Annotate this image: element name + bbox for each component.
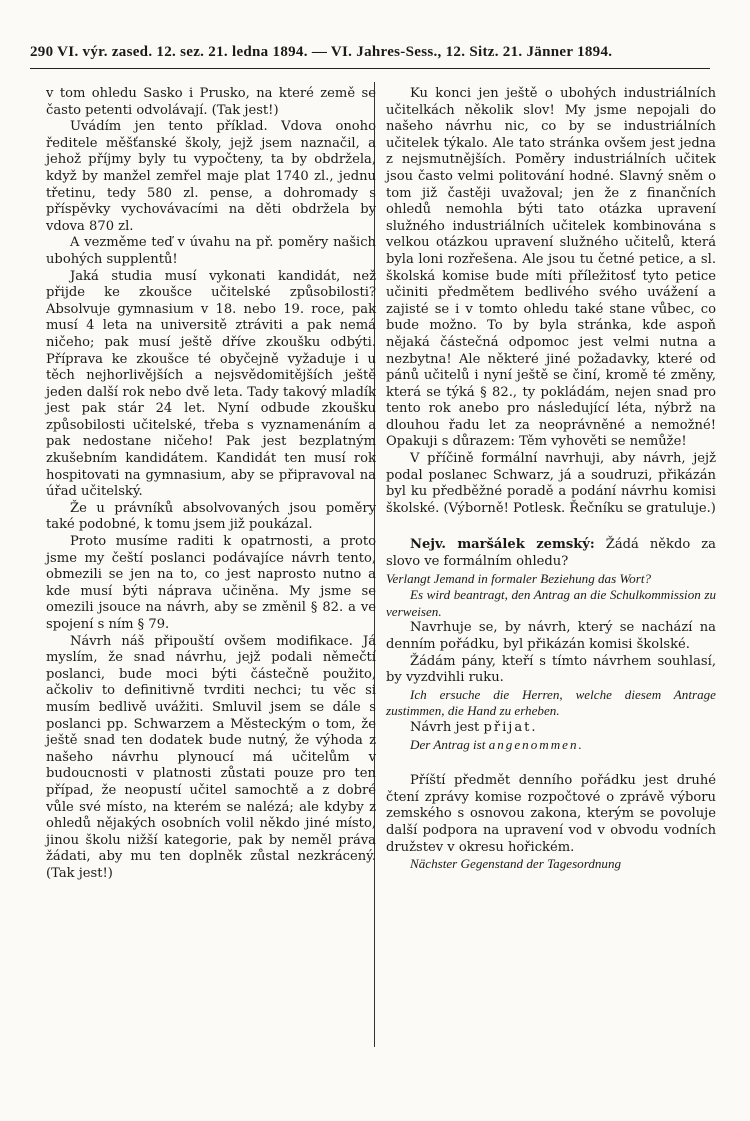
paragraph: Příští předmět denního pořádku jest druhé čtení zprávy komise rozpočtové o zprávě výboru zemského s osnovou zakona, kterým se povoluje další podpora na upravení vod v obvodu vodních družstev v okresu hořickém.	[386, 773, 716, 855]
paragraph: A vezměme teď v úvahu na př. poměry našich ubohých supplentů!	[46, 235, 376, 267]
paragraph: Proto musíme raditi k opatrnosti, a proto jsme my čeští poslanci podávajíce návrh tento, obmezili se jen na to, co jest naprosto nutno a kde musí býti náprava učiněna. My jsme se omezili jsouce na návrh, aby se změnil § 82. a ve spojení s ním § 79.	[46, 534, 376, 632]
german-paragraph: Es wird beantragt, den Antrag an die Schulkommission zu verweisen.	[386, 587, 716, 619]
paragraph: V příčině formální navrhuji, aby návrh, jejž podal poslanec Schwarz, já a soudruzi, přikázán byl ku předběžné poradě a podání návrhu komisi školské. (Výborně! Potlesk. Řečníku se gratuluje.)	[386, 451, 716, 516]
german-paragraph: Nächster Gegenstand der Tagesordnung	[410, 856, 622, 872]
resolution-word: přijat.	[483, 719, 538, 735]
paragraph: Jaká studia musí vykonati kandidát, než přijde ke zkoušce učitelské způsobilosti? Absolvuje gymnasium v 18. nebo 19. roce, pak musí 4 leta na universitě ztráviti a pak nemá ničeho; pak musí ještě dříve zkoušku odbýti. Příprava ke zkoušce té obyčejně vyžaduje i u těch nejhorlivějších a nejsvědomitějších ještě jeden další rok nebo dvě leta. Tady takový mladík jest pak stár 24 let. Nyní odbude zkoušku způsobilosti učitelské, třeba s vyznamenáním a pak nedostane ničeho! Pak jest bezplatným zkušebním kandidátem. Kandidát ten musí rok hospitovati na gymnasium, aby se připravoval na úřad učitelský.	[46, 268, 376, 500]
german-paragraph: Ich ersuche die Herren, welche diesem Antrage zustimmen, die Hand zu erheben.	[386, 686, 716, 719]
resolution-cz	[386, 720, 716, 737]
paragraph: Navrhuje se, by návrh, který se nachází na denním pořádku, byl přikázán komisi školské.	[386, 620, 716, 652]
resolution-lead: Návrh jest	[410, 719, 484, 735]
speaker-name: Nejv. maršálek zemský:	[410, 537, 595, 553]
speaker-text: Žádá někdo za slovo ve formálním ohledu?	[386, 537, 716, 570]
speaker-paragraph	[386, 537, 716, 570]
resolution-lead: Der Antrag ist	[410, 736, 489, 752]
paragraph: Že u právníků absolvovaných jsou poměry také podobné, k tomu jsem již poukázal.	[46, 500, 376, 533]
header-rule	[30, 68, 710, 69]
paragraph: Ku konci jen ještě o ubohých industriálních učitelkách několik slov! My jsme nepojali do našeho návrhu nic, co by se industriálních učitelek týkalo. Ale tato stránka ovšem jest jedna z nejsmutnějších. Poměry industriálních učitek jsou často velmi politování hodné. Slavný sněm o tom již častěji uvažoval; jen že z finančních ohledů nemohla býti tato otázka upravení služného industriálních učitelek kombinována s velkou otázkou upravení služného učitelů, která byla loni rozřešena. Ale jsou tu četné petice, a sl. školská komise bude míti příležitosť tyto petice učiniti předmětem bedlivého svého uvážení a zajisté se i v tomto ohledu také stane vůbec, co bude možno. To by byla stránka, kde aspoň nějaká částečná odpomoc jest velmi nutna a nezbytna! Ale některé jiné požadavky, které od pánů učitelů i nyní ještě se činí, kromě té změny, která se týká § 82., ty pokládám, nejen snad pro tento rok anebo pro následující léta, nýbrž na dlouhou řadu let za neoprávněné a nemožné! Opakuji s důrazem: Těm vyhověti se nemůže!	[386, 86, 716, 450]
resolution-word: angenommen.	[488, 736, 584, 752]
paragraph: v tom ohledu Sasko i Prusko, na které země se často petenti odvolávají. (Tak jest!)	[46, 86, 376, 118]
right-column	[386, 86, 716, 873]
resolution-de	[386, 737, 716, 754]
left-column	[46, 86, 376, 883]
german-paragraph: Verlangt Jemand in formaler Beziehung das Wort?	[386, 570, 652, 586]
page-header: 290 VI. výr. zased. 12. sez. 21. ledna 1894. — VI. Jahres-Sess., 12. Sitz. 21. Jänner 1894.	[30, 44, 613, 60]
paragraph: Uvádím jen tento příklad. Vdova onoho ředitele měšťanské školy, jejž jsem naznačil, a jehož příjmy byly tu vypočteny, ta by obdržela, když by manžel zemřel maje plat 1740 zl., jednu třetinu, tedy 580 zl. pense, a dohromady s příspěvky vychovávacími na děti obdržela by vdova 870 zl.	[46, 119, 376, 234]
paragraph: Návrh náš připouští ovšem modifikace. Já myslím, že snad návrhu, jejž podali němečtí poslanci, bude moci býti částečně použito, ačkoliv to definitivně tvrditi nechci; tu věc si musím bedlivě uvážiti. Smluvil jsem se dále s poslanci pp. Schwarzem a Městeckým o tom, že ještě snad ten dodatek bude nutný, že výhoda z našeho návrhu plynoucí má učitelům v budoucnosti v platnosti zůstati pouze pro ten případ, že neopustí učitel samochtě a z dobré vůle své místo, na kterém se nalézá; ale kdyby z ohledů nějakých osobních volil někdo jiné místo, jinou školu nižší kategorie, pak by neměl práva žádati, aby mu ten doplněk zůstal nezkrácený. (Tak jest!)	[46, 633, 376, 881]
paragraph: Žádám pány, kteří s tímto návrhem souhlasí, by vyzdvihli ruku.	[386, 653, 716, 686]
